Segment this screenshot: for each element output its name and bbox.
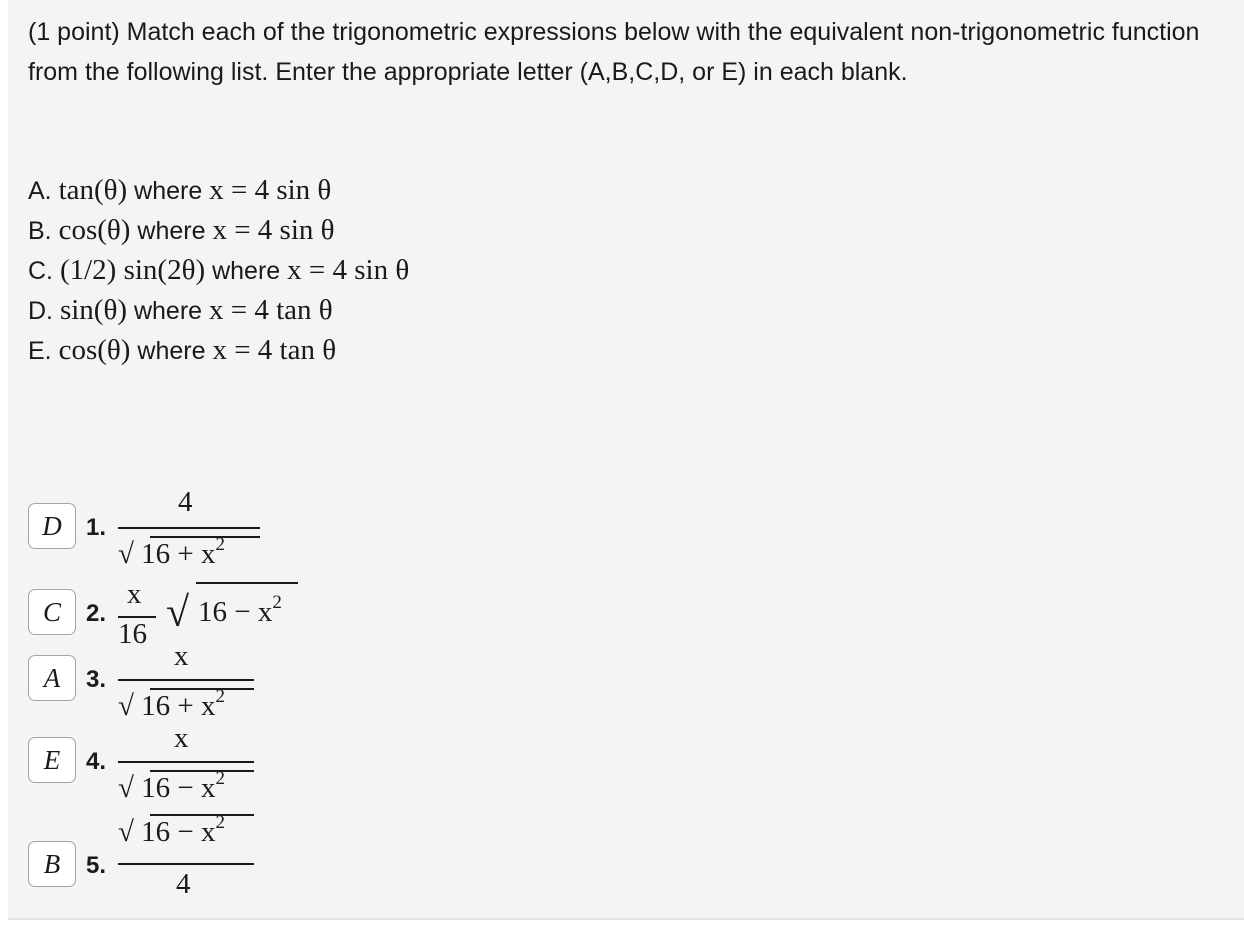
q4-numerator: x bbox=[174, 722, 189, 754]
q5-numerator bbox=[118, 812, 226, 849]
q2-exponent: 2 bbox=[272, 592, 282, 613]
choice-b bbox=[28, 210, 409, 250]
q5-radicand: 16 − x bbox=[141, 816, 216, 848]
choice-where: where bbox=[137, 337, 206, 365]
radical-sign: √ bbox=[118, 816, 134, 848]
choice-substitution: x = 4 sin θ bbox=[287, 254, 410, 286]
answer-input-4[interactable]: E bbox=[28, 737, 76, 783]
choice-where: where bbox=[212, 257, 281, 285]
q3-radicand: 16 + x bbox=[141, 690, 216, 722]
radical-sign: √ bbox=[118, 538, 134, 570]
q1-exponent: 2 bbox=[215, 534, 226, 555]
q2-denominator: 16 bbox=[118, 618, 147, 650]
q1-denominator bbox=[118, 534, 226, 571]
q4-fraction-bar bbox=[118, 761, 254, 763]
choice-list bbox=[28, 170, 409, 370]
answer-input-5[interactable]: B bbox=[28, 841, 76, 887]
choice-letter: A. bbox=[28, 177, 52, 205]
choice-letter: E. bbox=[28, 337, 52, 365]
choice-letter: B. bbox=[28, 217, 52, 245]
q4-exponent: 2 bbox=[215, 768, 226, 789]
problem-intro: (1 point) Match each of the trigonometric expressions below with the equivalent non-trigonometric function from the following list. Enter the appropriate letter (A,B,C,D, or E) in each blank. bbox=[28, 18, 1200, 86]
choice-e bbox=[28, 330, 409, 370]
question-number-3: 3. bbox=[86, 666, 107, 693]
choice-where: where bbox=[137, 217, 206, 245]
choice-a bbox=[28, 170, 409, 210]
radical-sign: √ bbox=[118, 690, 134, 722]
choice-function: cos(θ) bbox=[58, 214, 131, 246]
choice-c bbox=[28, 250, 409, 290]
q3-denominator bbox=[118, 686, 226, 723]
q4-denominator bbox=[118, 768, 226, 805]
choice-substitution: x = 4 tan θ bbox=[209, 294, 333, 326]
choice-function: tan(θ) bbox=[58, 174, 128, 206]
q3-exponent: 2 bbox=[215, 686, 226, 707]
question-number-1: 1. bbox=[86, 514, 107, 541]
q2-radical-sign: √ bbox=[166, 590, 190, 636]
choice-function: cos(θ) bbox=[58, 334, 131, 366]
q4-radicand: 16 − x bbox=[141, 772, 216, 804]
choice-function: (1/2) sin(2θ) bbox=[59, 254, 206, 286]
q1-fraction-bar bbox=[118, 527, 260, 529]
choice-function: sin(θ) bbox=[59, 294, 128, 326]
radical-sign: √ bbox=[118, 772, 134, 804]
choice-substitution: x = 4 sin θ bbox=[209, 174, 332, 206]
q3-fraction-bar bbox=[118, 679, 254, 681]
q2-radicand-text: 16 − x bbox=[198, 596, 273, 628]
q2-numerator: x bbox=[127, 578, 142, 610]
q2-radicand bbox=[198, 592, 282, 629]
q5-denominator: 4 bbox=[176, 868, 191, 900]
choice-where: where bbox=[134, 177, 203, 205]
answer-input-3[interactable]: A bbox=[28, 655, 76, 701]
q5-fraction-bar bbox=[118, 863, 254, 865]
answer-input-2[interactable]: C bbox=[28, 589, 76, 635]
choice-substitution: x = 4 sin θ bbox=[212, 214, 335, 246]
choice-substitution: x = 4 tan θ bbox=[212, 334, 337, 366]
q2-radical-bar bbox=[196, 582, 298, 584]
q1-radicand: 16 + x bbox=[141, 538, 216, 570]
choice-d bbox=[28, 290, 409, 330]
question-number-2: 2. bbox=[86, 600, 107, 627]
choice-letter: C. bbox=[28, 257, 53, 285]
answer-input-1[interactable]: D bbox=[28, 503, 76, 549]
q1-numerator: 4 bbox=[178, 486, 193, 518]
question-number-4: 4. bbox=[86, 748, 107, 775]
question-number-5: 5. bbox=[86, 852, 107, 879]
choice-letter: D. bbox=[28, 297, 53, 325]
choice-where: where bbox=[133, 297, 203, 325]
q3-numerator: x bbox=[174, 640, 189, 672]
q5-exponent: 2 bbox=[215, 812, 226, 833]
